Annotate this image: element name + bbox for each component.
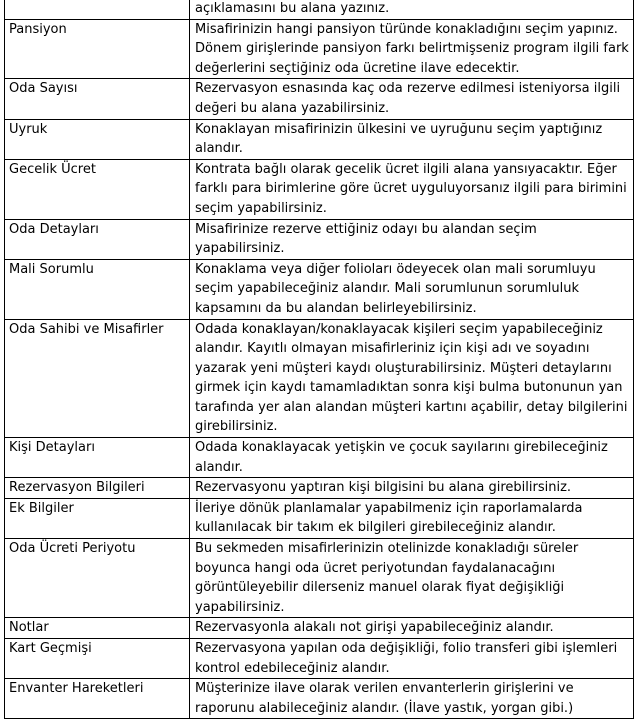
field-name: Oda Sayısı [5,79,190,119]
field-description: Odada konaklayacak yetişkin ve çocuk sayılarını girebileceğiniz alandır. [190,438,634,478]
table-row [5,498,634,538]
field-name: Envanter Hareketleri [5,679,190,719]
field-name: Kişi Detayları [5,438,190,478]
field-description: Müşterinize ilave olarak verilen envanterlerin girişlerini ve raporunu alabileceğiniz alandır. (İlave yastık, yorgan gibi.) [190,679,634,719]
field-description-table [4,0,634,719]
field-name: Oda Ücreti Periyotu [5,539,190,618]
field-name: Uyruk [5,119,190,159]
field-name: Mali Sorumlu [5,259,190,319]
table-row [5,259,634,319]
field-name: Rezervasyon Bilgileri [5,478,190,499]
table-row [5,539,634,618]
field-description: Odada konaklayan/konaklayacak kişileri seçim yapabileceğiniz alandır. Kayıtlı olmayan misafirleriniz için kişi adı ve soyadını yazarak yeni müşteri kaydı oluşturabilirsiniz. Müşteri detaylarını girmek için kaydı tamamladıktan sonra kişi bulma butonunun yan tarafında yer alan alandan müşteri kartını açabilir, detay bilgilerini girebilirsiniz. [190,319,634,438]
table-row [5,19,634,79]
field-description: Misafirinizin hangi pansiyon türünde konakladığını seçim yapınız. Dönem girişlerinde pansiyon farkı belirtmişseniz program ilgili fark değerlerini seçtiğiniz oda ücretine ilave edecektir. [190,19,634,79]
field-name: Ek Bilgiler [5,498,190,538]
field-name: Kart Geçmişi [5,639,190,679]
table-row [5,219,634,259]
field-name: Oda Detayları [5,219,190,259]
table-body [5,0,634,719]
table-row [5,618,634,639]
field-description: Misafirinize rezerve ettiğiniz odayı bu alandan seçim yapabilirsiniz. [190,219,634,259]
field-description: İleriye dönük planlamalar yapabilmeniz için raporlamalarda kullanılacak bir takım ek bilgileri girebileceğiniz alandır. [190,498,634,538]
field-description: Kontrata bağlı olarak gecelik ücret ilgili alana yansıyacaktır. Eğer farklı para birimlerine göre ücret uyguluyorsanız ilgili para birimini seçim yapabilirsiniz. [190,159,634,219]
table-row [5,0,634,19]
field-name: Oda Sahibi ve Misafirler [5,319,190,438]
field-description: Rezervasyonu yaptıran kişi bilgisini bu alana girebilirsiniz. [190,478,634,499]
field-description: Rezervasyona yapılan oda değişikliği, folio transferi gibi işlemleri kontrol edebileceğiniz alandır. [190,639,634,679]
table-row [5,159,634,219]
field-name: Notlar [5,618,190,639]
table-row [5,319,634,438]
field-description: Rezervasyonla alakalı not girişi yapabileceğiniz alandır. [190,618,634,639]
table-row [5,639,634,679]
table-row [5,478,634,499]
field-description: açıklamasını bu alana yazınız. [190,0,634,19]
field-name: Gecelik Ücret [5,159,190,219]
table-row [5,79,634,119]
field-name: Pansiyon [5,19,190,79]
field-description: Konaklama veya diğer folioları ödeyecek olan mali sorumluyu seçim yapabileceğiniz alandır. Mali sorumlunun sorumluluk kapsamını da bu alandan belirleyebilirsiniz. [190,259,634,319]
field-description: Konaklayan misafirinizin ülkesini ve uyruğunu seçim yaptığınız alandır. [190,119,634,159]
table-row [5,679,634,719]
field-description: Bu sekmeden misafirlerinizin otelinizde konakladığı süreler boyunca hangi oda ücret periyotundan faydalanacağını görüntüleyebilir dilerseniz manuel olarak fiyat değişikliği yapabilirsiniz. [190,539,634,618]
table-row [5,119,634,159]
field-description: Rezervasyon esnasında kaç oda rezerve edilmesi isteniyorsa ilgili değeri bu alana yazabilirsiniz. [190,79,634,119]
field-name [5,0,190,19]
table-row [5,438,634,478]
